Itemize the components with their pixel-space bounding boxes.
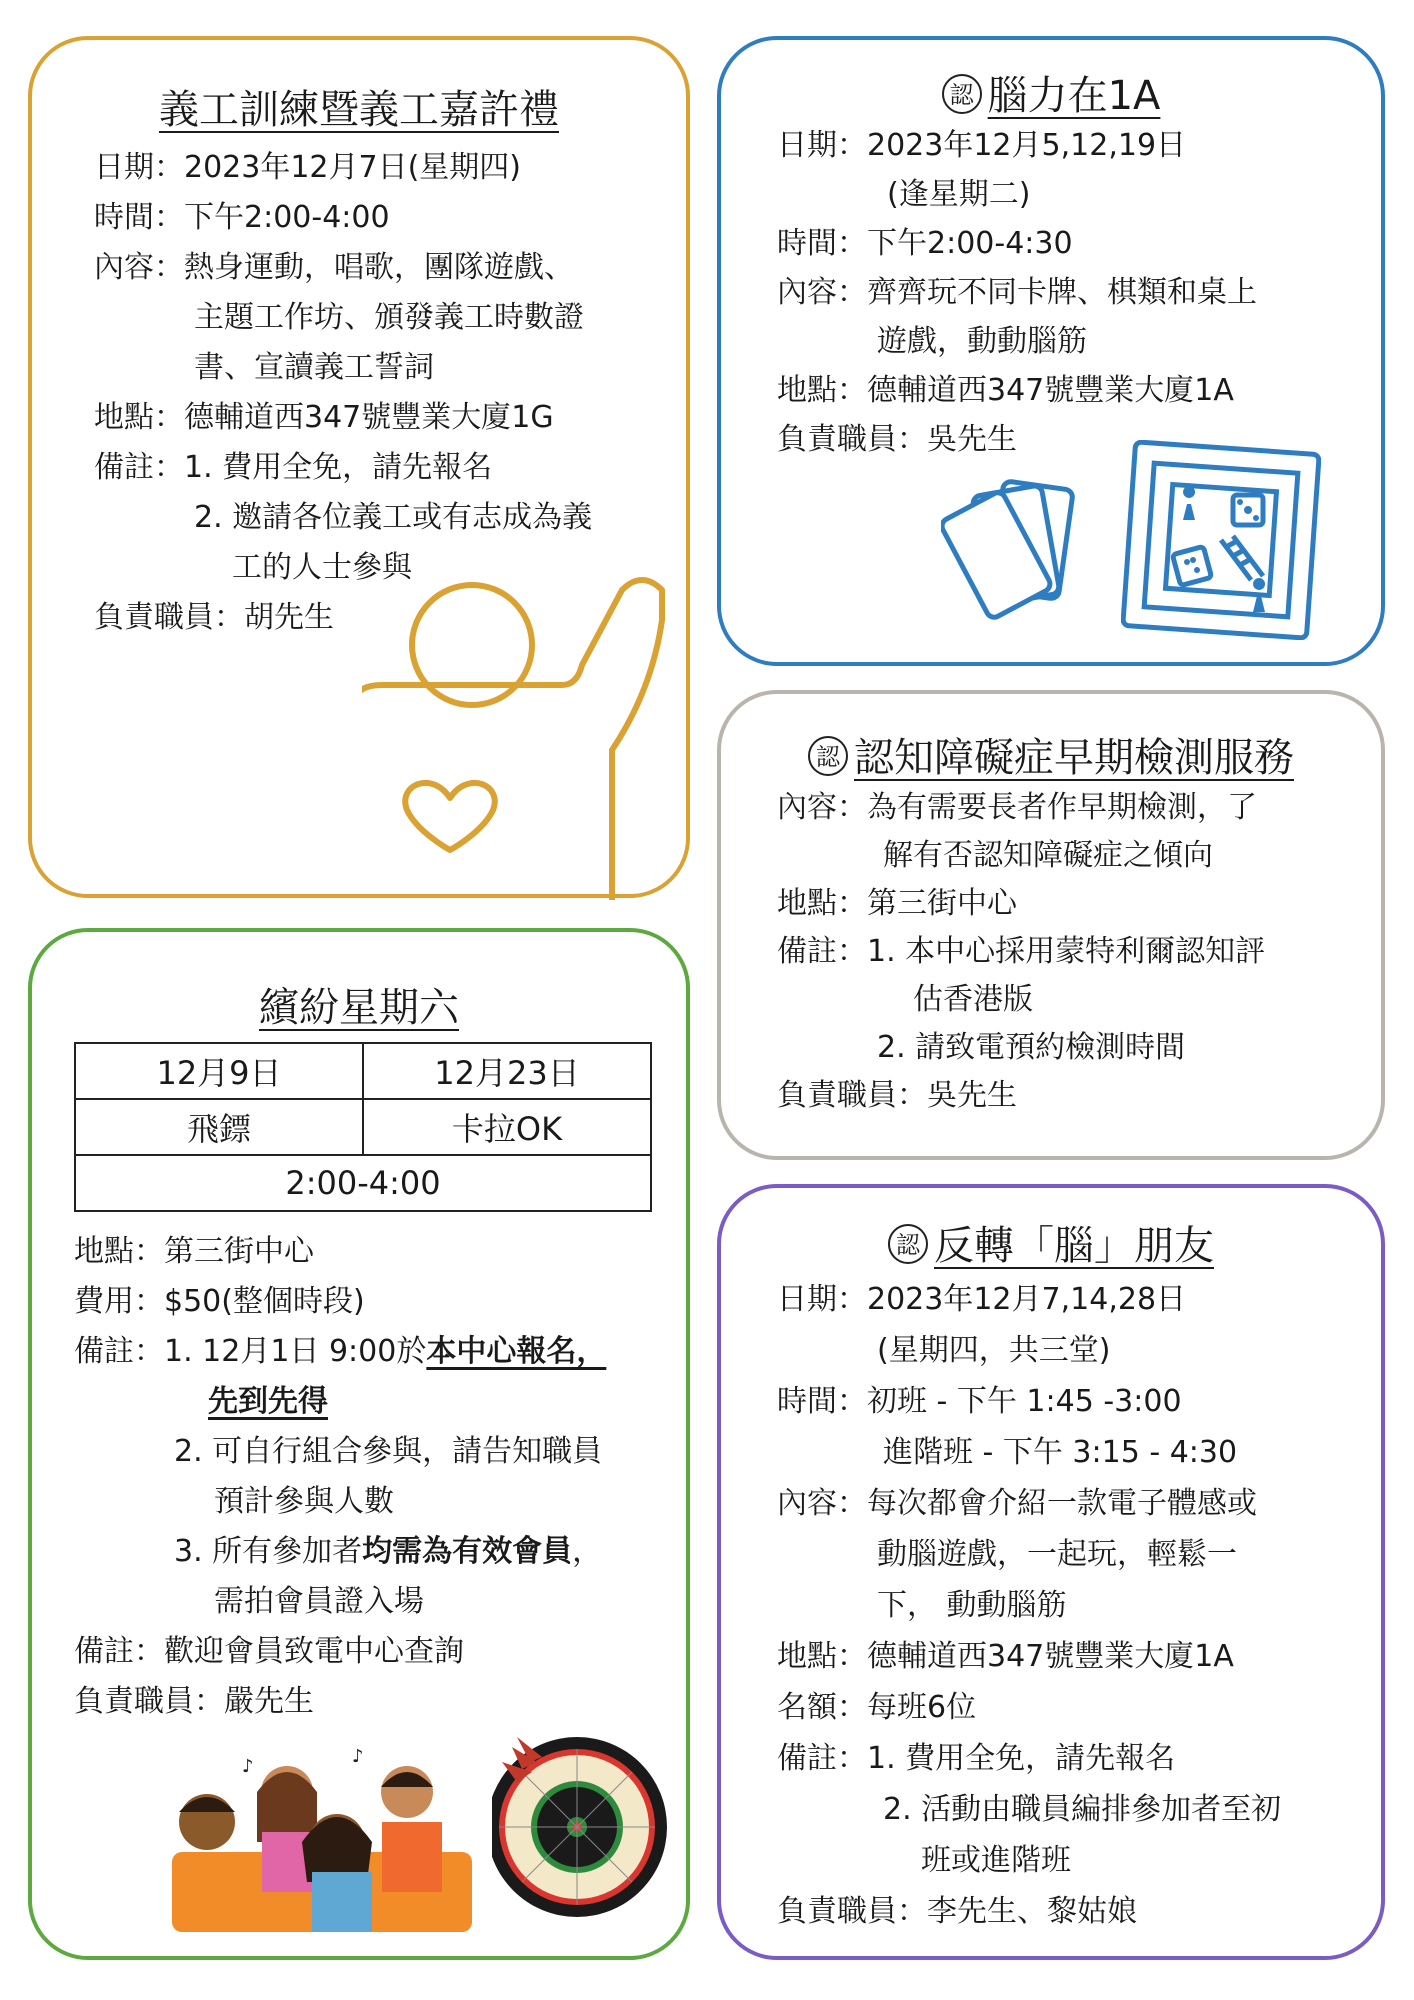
brain-power-content: 內容：齊齊玩不同卡牌、棋類和桌上 (777, 275, 1257, 310)
volunteer-content-3: 書、宣讀義工誓詞 (194, 350, 434, 385)
cognitive-content: 內容：為有需要長者作早期檢測，了 (777, 790, 1257, 825)
brain-power-title: 認 腦力在1A (721, 64, 1381, 121)
brain-flip-time: 時間：初班 - 下午 1:45 -3:00 (777, 1384, 1182, 1419)
svg-text:♪: ♪ (242, 1756, 254, 1777)
cognitive-screening-title: 認 認知障礙症早期檢測服務 (721, 726, 1381, 783)
brain-flip-quota: 名額：每班6位 (777, 1690, 977, 1725)
volunteer-remark-2: 2. 邀請各位義工或有志成為義 (194, 500, 593, 535)
saturday-card (28, 928, 690, 1960)
brain-flip-title: 認 反轉「腦」朋友 (721, 1214, 1381, 1271)
brain-power-venue: 地點：德輔道西347號豐業大廈1A (777, 373, 1234, 408)
schedule-date-2: 12月23日 (363, 1043, 651, 1099)
saturday-fee: 費用：$50(整個時段) (74, 1284, 365, 1319)
playing-cards-icon (941, 470, 1091, 630)
brain-power-date: 日期：2023年12月5,12,19日 (777, 128, 1187, 163)
cognitive-staff: 負責職員：吳先生 (777, 1078, 1017, 1113)
schedule-date-1: 12月9日 (75, 1043, 363, 1099)
brain-flip-content: 內容：每次都會介紹一款電子體感或 (777, 1486, 1257, 1521)
saturday-title: 繽紛星期六 (259, 985, 459, 1031)
brain-flip-remark-2: 2. 活動由職員編排參加者至初 (883, 1792, 1282, 1827)
volunteer-remark: 備註：1. 費用全免，請先報名 (94, 450, 493, 485)
brain-flip-remark: 備註：1. 費用全免，請先報名 (777, 1741, 1176, 1776)
saturday-remark-2: 2. 可自行組合參與，請告知職員 (174, 1434, 603, 1469)
svg-text:♪: ♪ (352, 1746, 364, 1767)
cognitive-remark-1b: 估香港版 (913, 982, 1033, 1017)
saturday-remark-1b: 先到先得 (208, 1384, 328, 1419)
recognized-badge-icon: 認 (808, 736, 848, 776)
saturday-staff: 負責職員：嚴先生 (74, 1684, 314, 1719)
recognized-badge-icon: 認 (942, 74, 982, 114)
saturday-remark-3: 3. 所有參加者均需為有效會員， (174, 1534, 603, 1569)
brain-flip-time-2: 進階班 - 下午 3:15 - 4:30 (883, 1435, 1238, 1470)
brain-flip-card (717, 1184, 1385, 1960)
schedule-time: 2:00-4:00 (75, 1155, 651, 1211)
brain-power-date-note: (逢星期二) (887, 177, 1031, 212)
saturday-venue: 地點：第三街中心 (74, 1234, 314, 1269)
brain-flip-venue: 地點：德輔道西347號豐業大廈1A (777, 1639, 1234, 1674)
brain-power-time: 時間：下午2:00-4:30 (777, 226, 1073, 261)
saturday-remark-2b: 預計參與人數 (214, 1484, 394, 1519)
cognitive-venue: 地點：第三街中心 (777, 886, 1017, 921)
brain-flip-content-3: 下， 動動腦筋 (877, 1588, 1067, 1623)
volunteer-content: 內容：熱身運動，唱歌，團隊遊戲、 (94, 250, 574, 285)
volunteer-content-2: 主題工作坊、頒發義工時數證 (194, 300, 584, 335)
brain-flip-staff: 負責職員：李先生、黎姑娘 (777, 1894, 1137, 1929)
schedule-activity-2: 卡拉OK (363, 1099, 651, 1155)
schedule-activity-1: 飛鏢 (75, 1099, 363, 1155)
brain-flip-remark-2b: 班或進階班 (921, 1843, 1071, 1878)
saturday-remark-enquiry: 備註：歡迎會員致電中心查詢 (74, 1634, 464, 1669)
brain-power-card (717, 36, 1385, 666)
brain-flip-date: 日期：2023年12月7,14,28日 (777, 1282, 1187, 1317)
volunteer-card (28, 36, 690, 898)
brain-flip-content-2: 動腦遊戲，一起玩，輕鬆一 (877, 1537, 1237, 1572)
volunteer-raised-hand-icon (362, 570, 702, 900)
karaoke-singers-illustration (162, 1732, 482, 1932)
volunteer-title: 義工訓練暨義工嘉許禮 (159, 87, 559, 133)
volunteer-venue: 地點：德輔道西347號豐業大廈1G (94, 400, 554, 435)
volunteer-time: 時間：下午2:00-4:00 (94, 200, 390, 235)
board-game-icon (1121, 440, 1321, 640)
saturday-remark-3b: 需拍會員證入場 (214, 1584, 424, 1619)
cognitive-content-2: 解有否認知障礙症之傾向 (883, 838, 1213, 873)
volunteer-date: 日期：2023年12月7日(星期四) (94, 150, 522, 185)
dartboard-illustration (492, 1707, 682, 1937)
brain-power-staff: 負責職員：吳先生 (777, 422, 1017, 457)
recognized-badge-icon: 認 (888, 1224, 928, 1264)
saturday-remark: 備註：1. 12月1日 9:00於本中心報名， (74, 1334, 607, 1369)
cognitive-remark-2: 2. 請致電預約檢測時間 (877, 1030, 1186, 1065)
cognitive-screening-card (717, 690, 1385, 1160)
brain-flip-date-note: (星期四，共三堂) (877, 1333, 1111, 1368)
volunteer-staff: 負責職員：胡先生 (94, 600, 334, 635)
volunteer-remark-2b: 工的人士參與 (232, 550, 412, 585)
saturday-schedule-table (74, 1042, 652, 1212)
cognitive-remark: 備註：1. 本中心採用蒙特利爾認知評 (777, 934, 1266, 969)
brain-power-content-2: 遊戲，動動腦筋 (877, 324, 1087, 359)
